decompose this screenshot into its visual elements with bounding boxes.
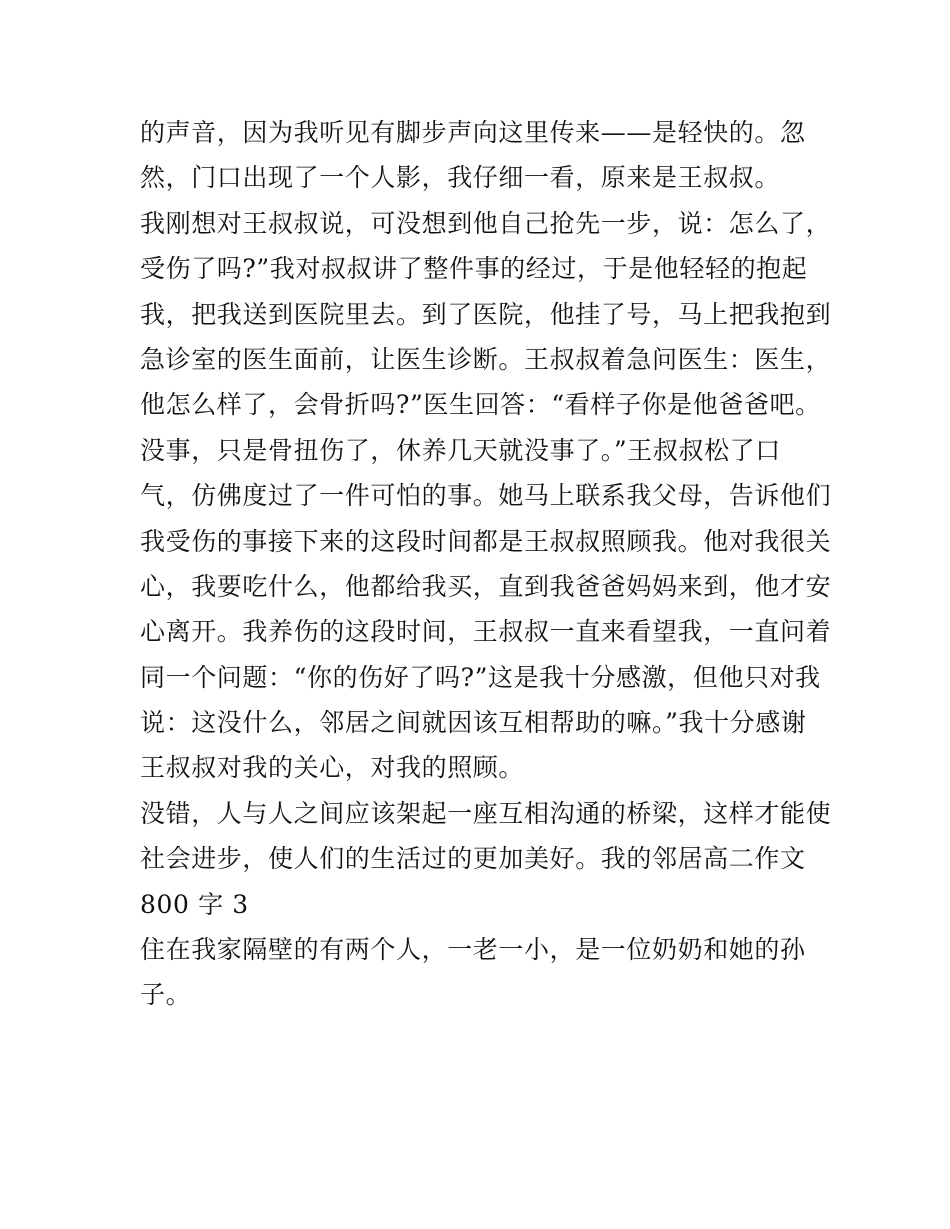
text-line: 然，门口出现了一个人影，我仔细一看，原来是王叔叔。 — [140, 163, 781, 193]
text-line: 的声音，因为我听见有脚步声向这里传来——是轻快的。忽 — [140, 118, 806, 147]
text-line: 住在我家隔壁的有两个人，一老一小，是一位奶奶和她的孙 — [140, 935, 806, 965]
text-line: 受伤了吗?”我对叔叔讲了整件事的经过，于是他轻轻的抱起 — [140, 254, 808, 284]
text-line: 社会进步，使人们的生活过的更加美好。我的邻居高二作文 — [140, 844, 806, 874]
text-line: 同一个问题：“你的伤好了吗?”这是我十分感激，但他只对我 — [140, 662, 821, 692]
text-line: 子。 — [140, 980, 192, 1010]
text-line: 没错，人与人之间应该架起一座互相沟通的桥梁，这样才能使 — [140, 798, 832, 828]
text-line: 急诊室的医生面前，让医生诊断。王叔叔着急问医生：医生， — [140, 344, 832, 374]
text-line: 没事，只是骨扭伤了，休养几天就没事了。”王叔叔松了口 — [140, 435, 781, 465]
text-line: 我受伤的事接下来的这段时间都是王叔叔照顾我。他对我很关 — [140, 526, 832, 556]
text-line: 王叔叔对我的关心，对我的照顾。 — [140, 753, 525, 783]
text-line: 心离开。我养伤的这段时间，王叔叔一直来看望我，一直问着 — [140, 617, 832, 647]
text-line: 心，我要吃什么，他都给我买，直到我爸爸妈妈来到，他才安 — [140, 571, 832, 601]
text-line: 说：这没什么，邻居之间就因该互相帮助的嘛。”我十分感谢 — [140, 708, 807, 738]
essay-text — [140, 110, 832, 1018]
text-line: 气，仿佛度过了一件可怕的事。她马上联系我父母，告诉他们 — [140, 481, 832, 511]
text-line: 我刚想对王叔叔说，可没想到他自己抢先一步，说：怎么了， — [140, 208, 832, 238]
text-line: 800 字 3 — [140, 889, 249, 919]
text-line: 他怎么样了，会骨折吗?”医生回答：“看样子你是他爸爸吧。 — [140, 390, 821, 420]
text-line: 我，把我送到医院里去。到了医院，他挂了号，马上把我抱到 — [140, 299, 832, 329]
